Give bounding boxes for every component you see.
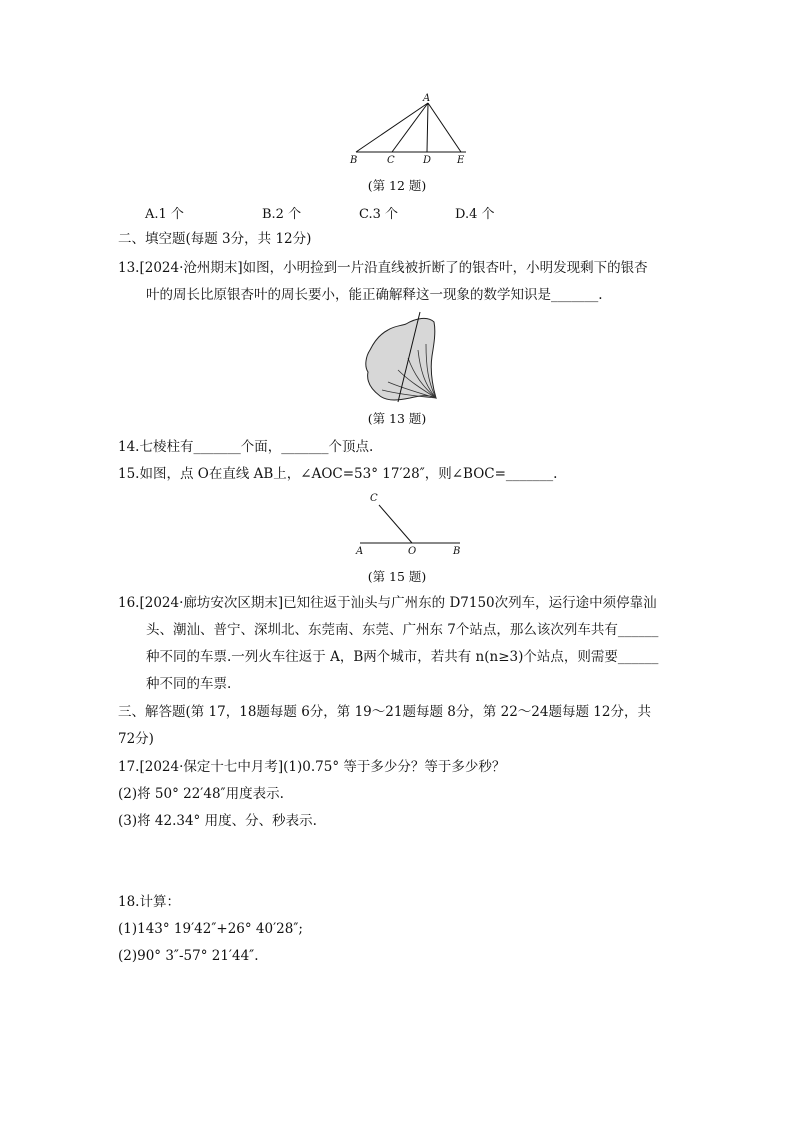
section-fill-blank-heading: 二、填空题(每题 3分，共 12分) [118, 231, 312, 247]
q12-label-d: D [423, 155, 432, 166]
q12-option-a: A.1 个 [145, 207, 184, 222]
q16-line-2: 头、潮汕、普宁、深圳北、东莞南、东莞、广州东 7个站点，那么该次列车共有______ [146, 622, 659, 638]
q17-line-3: (3)将 42.34° 用度、分、秒表示. [118, 813, 317, 829]
q12-label-a: A [423, 93, 431, 104]
q13-caption: (第 13 题) [367, 411, 427, 426]
q18-line-3: (2)90° 3″-57° 21′44″. [118, 948, 259, 964]
q15-label-o: O [408, 546, 417, 557]
q12-option-c: C.3 个 [359, 207, 399, 222]
q15-label-a: A [356, 546, 364, 557]
q12-option-b: B.2 个 [262, 207, 302, 222]
q18-line-1: 18.计算： [118, 894, 180, 910]
section-solve-heading-line-1: 三、解答题(第 17，18题每题 6分，第 19～21题每题 8分，第 22～24题每题 12分，共 [118, 704, 651, 720]
q12-option-d: D.4 个 [455, 207, 495, 222]
q13-line-2: 叶的周长比原银杏叶的周长要小，能正确解释这一现象的数学知识是_______. [146, 287, 603, 303]
q13-line-1: 13.[2024·沧州期末]如图，小明捡到一片沿直线被折断了的银杏叶，小明发现剩下的银杏 [118, 260, 648, 276]
q12-label-b: B [350, 155, 358, 166]
q12-figure [340, 92, 480, 168]
q12-caption: (第 12 题) [367, 178, 427, 193]
q15-label-b: B [453, 546, 461, 557]
q15-text: 15.如图，点 O在直线 AB上，∠AOC=53° 17′28″，则∠BOC=_______. [118, 466, 558, 482]
section-solve-heading-line-2: 72分) [118, 731, 154, 747]
q15-figure [350, 488, 470, 558]
q17-line-2: (2)将 50° 22′48″用度表示. [118, 786, 284, 802]
q14-text: 14.七棱柱有_______个面，_______个顶点. [118, 439, 374, 455]
q16-line-1: 16.[2024·廊坊安次区期末]已知往返于汕头与广州东的 D7150次列车，运行途中须停靠汕 [118, 595, 657, 611]
q15-caption: (第 15 题) [367, 569, 427, 584]
ginkgo-leaf-figure [358, 310, 458, 405]
q18-line-2: (1)143° 19′42″+26° 40′28″; [118, 921, 303, 937]
q12-label-e: E [457, 155, 465, 166]
q15-label-c: C [370, 493, 378, 504]
q16-line-4: 种不同的车票. [146, 676, 232, 692]
q12-label-c: C [387, 155, 395, 166]
q16-line-3: 种不同的车票.一列火车往返于 A，B两个城市，若共有 n(n≥3)个站点，则需要______ [146, 649, 659, 665]
q17-line-1: 17.[2024·保定十七中月考](1)0.75° 等于多少分？等于多少秒？ [118, 759, 506, 775]
